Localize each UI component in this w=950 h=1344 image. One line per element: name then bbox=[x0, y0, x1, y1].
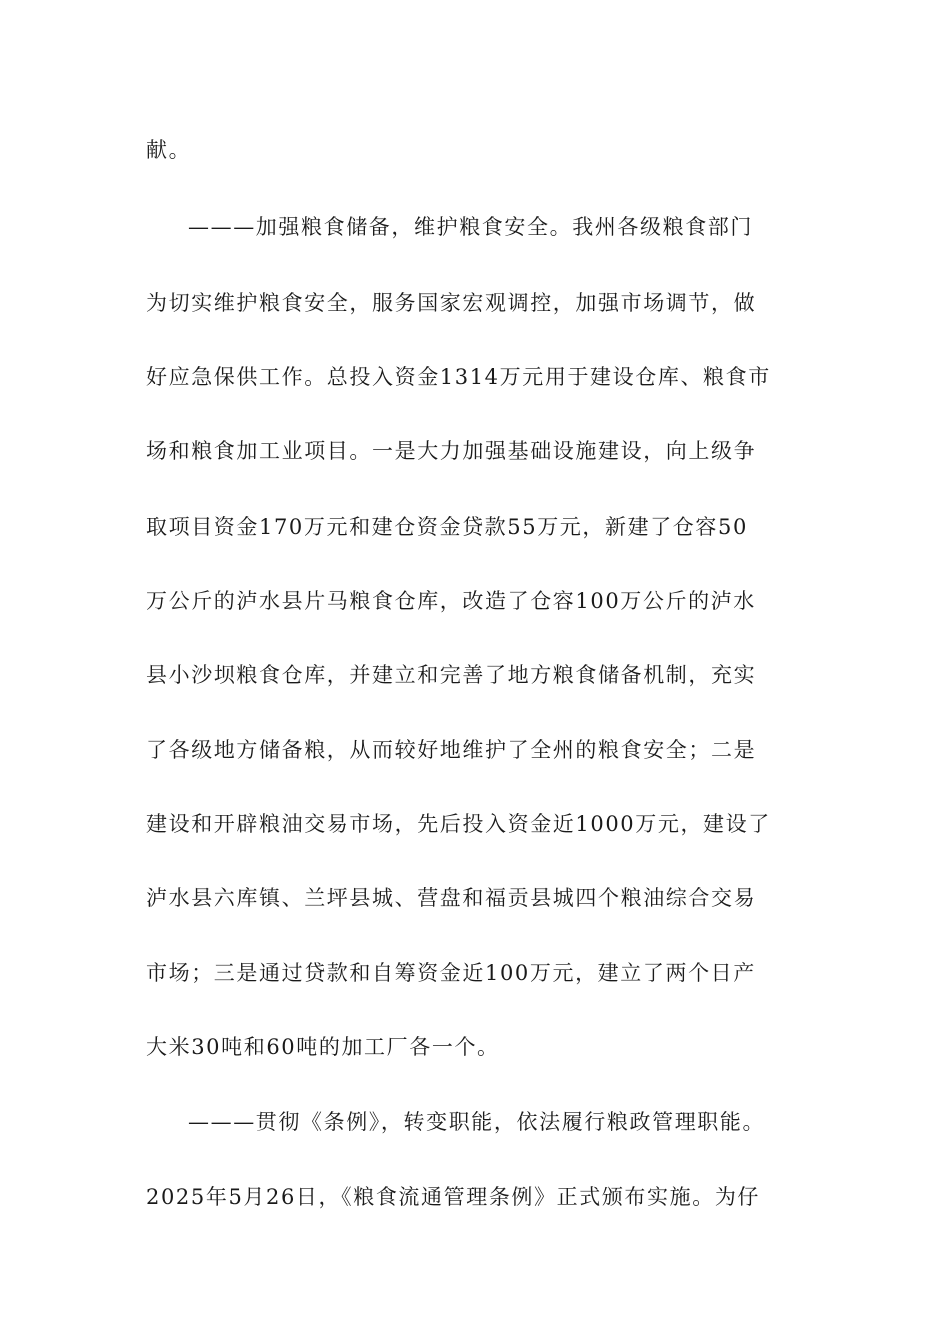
text-line-4: 好应急保供工作。总投入资金1314万元用于建设仓库、粮食市 bbox=[146, 365, 771, 389]
text-line-15: 2025年5月26日，《粮食流通管理条例》正式颁布实施。为仔 bbox=[146, 1185, 761, 1209]
text-line-10: 建设和开辟粮油交易市场，先后投入资金近1000万元，建设了 bbox=[146, 812, 771, 836]
text-line-12: 市场；三是通过贷款和自筹资金近100万元，建立了两个日产 bbox=[146, 961, 756, 985]
text-line-3: 为切实维护粮食安全，服务国家宏观调控，加强市场调节，做 bbox=[146, 291, 757, 315]
text-line-8: 县小沙坝粮食仓库，并建立和完善了地方粮食储备机制，充实 bbox=[146, 663, 757, 687]
text-line-13: 大米30吨和60吨的加工厂各一个。 bbox=[146, 1035, 500, 1059]
text-line-11: 泸水县六库镇、兰坪县城、营盘和福贡县城四个粮油综合交易 bbox=[146, 886, 757, 910]
text-line-6: 取项目资金170万元和建仓资金贷款55万元，新建了仓容50 bbox=[146, 515, 748, 539]
text-line-1: 献。 bbox=[146, 138, 192, 162]
text-line-2: ———加强粮食储备，维护粮食安全。我州各级粮食部门 bbox=[188, 215, 753, 239]
text-line-9: 了各级地方储备粮，从而较好地维护了全州的粮食安全；二是 bbox=[146, 738, 757, 762]
text-line-5: 场和粮食加工业项目。一是大力加强基础设施建设，向上级争 bbox=[146, 439, 757, 463]
text-line-7: 万公斤的泸水县片马粮食仓库，改造了仓容100万公斤的泸水 bbox=[146, 589, 756, 613]
text-line-14: ———贯彻《条例》，转变职能，依法履行粮政管理职能。 bbox=[188, 1110, 766, 1134]
